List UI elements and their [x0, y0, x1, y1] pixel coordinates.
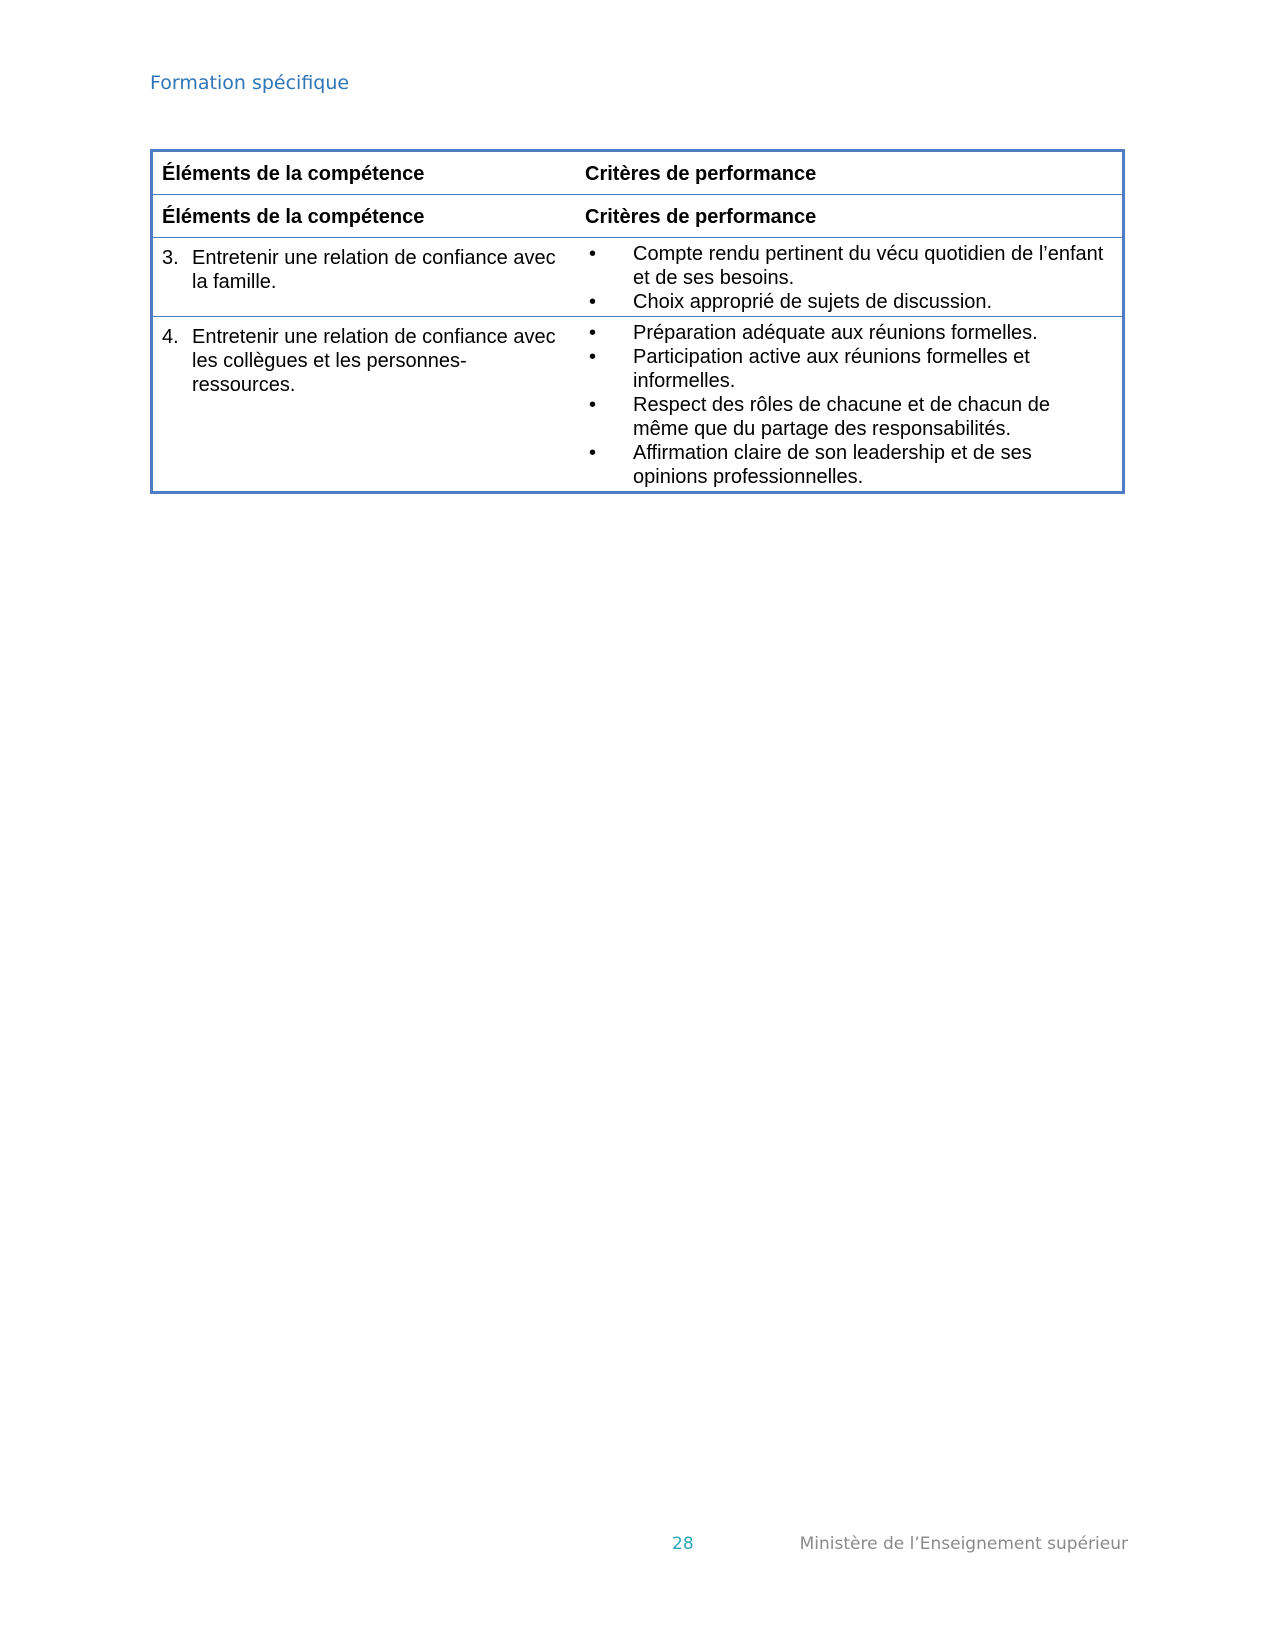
bullet-icon: •: [589, 442, 597, 464]
criteria-cell: [585, 317, 1122, 491]
element-text: Entretenir une relation de confiance avec la famille.: [192, 247, 556, 293]
criterion-text: Affirmation claire de son leadership et de ses opinions professionnelles.: [633, 442, 1032, 488]
header-elements: Éléments de la compétence: [162, 162, 425, 185]
criterion-text: Préparation adéquate aux réunions formelles.: [633, 322, 1038, 344]
element-text: Entretenir une relation de confiance avec les collègues et les personnes-ressources.: [192, 326, 556, 396]
criterion-text: Participation active aux réunions formelles et informelles.: [633, 346, 1030, 392]
list-item: [585, 393, 1104, 441]
list-item: [585, 321, 1104, 345]
header-elements: Éléments de la compétence: [162, 205, 425, 228]
table-header-row: [153, 152, 1122, 194]
list-item: [585, 290, 1104, 314]
competence-table: [150, 149, 1125, 494]
criterion-text: Choix approprié de sujets de discussion.: [633, 291, 993, 313]
element-number: 3.: [162, 247, 179, 269]
criterion-text: Compte rendu pertinent du vécu quotidien de l’enfant et de ses besoins.: [633, 243, 1104, 289]
bullet-icon: •: [589, 243, 597, 265]
element-cell: [153, 238, 585, 316]
table-header-row: [153, 194, 1122, 237]
table-row: [153, 237, 1122, 316]
footer-organization: Ministère de l’Enseignement supérieur: [799, 1534, 1128, 1554]
bullet-icon: •: [589, 291, 597, 313]
header-criteria: Critères de performance: [585, 162, 817, 185]
criteria-cell: [585, 238, 1122, 316]
page-number: 28: [672, 1534, 694, 1554]
running-header: Formation spécifique: [150, 72, 350, 94]
bullet-icon: •: [589, 394, 597, 416]
element-cell: [153, 317, 585, 491]
header-criteria: Critères de performance: [585, 205, 817, 228]
bullet-icon: •: [589, 322, 597, 344]
list-item: [585, 441, 1104, 489]
list-item: [585, 242, 1104, 290]
list-item: [585, 345, 1104, 393]
bullet-icon: •: [589, 346, 597, 368]
element-number: 4.: [162, 326, 179, 348]
table-row: [153, 316, 1122, 491]
criterion-text: Respect des rôles de chacune et de chacun de même que du partage des responsabilités.: [633, 394, 1050, 440]
